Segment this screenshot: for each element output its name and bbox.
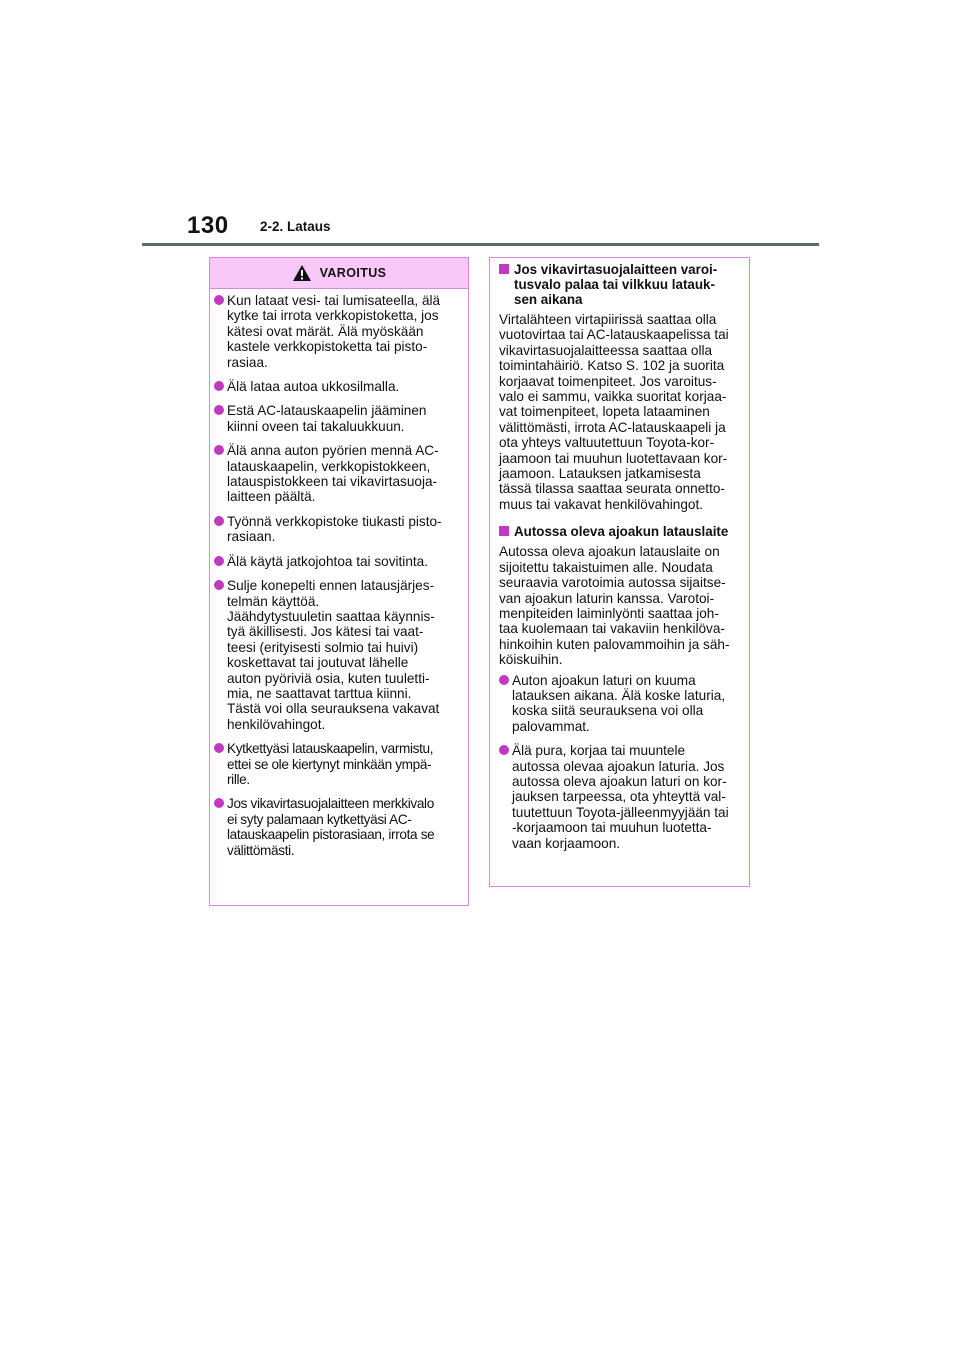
warning-item-text: Estä AC-latauskaapelin jääminen kiinni oveen tai takaluukkuun. — [227, 403, 427, 434]
warning-header — [210, 258, 468, 289]
warning-title: VAROITUS — [319, 266, 387, 280]
page-number: 130 — [187, 212, 229, 239]
bullet-icon — [214, 798, 224, 808]
bullet-icon — [499, 675, 509, 685]
subsection-heading-text: Jos vikavirtasuojalaitteen varoi- tusvalo palaa tai vilkkuu latauk- sen aikana — [514, 262, 718, 307]
bullet-icon — [214, 445, 224, 455]
warning-item — [214, 443, 458, 505]
bullet-icon — [214, 516, 224, 526]
bullet-icon — [214, 381, 224, 391]
subsection-heading-text: Autossa oleva ajoakun latauslaite — [514, 524, 729, 540]
warning-item-text: Kytkettyäsi latauskaapelin, varmistu, ettei se ole kiertynyt minkään ympä- rille. — [227, 741, 434, 787]
info-item-text: Älä pura, korjaa tai muuntele autossa olevaa ajoakun laturia. Jos autossa oleva ajoakun laturi on kor- jauksen tarpeessa, ota yhteyttä val- tuutettuun Toyota-jälleenmyyjään tai -korjaamoon tai muuhun luotetta- vaan korjaamoon. — [512, 743, 729, 851]
subsection-body: Autossa oleva ajoakun latauslaite on sijoitettu takaistuimen alle. Noudata seuraavia varotoimia autossa sijaitse- van ajoakun laturin kanssa. Varotoi- menpiteiden laiminlyönti saattaa joh- taa kuolemaan tai vakaviin henkilöva- hinkoihin kuten palovammoihin ja säh- köiskuihin. — [499, 544, 730, 668]
bullet-icon — [214, 295, 224, 305]
header-rule — [142, 243, 819, 246]
subsection-body: Virtalähteen virtapiirissä saattaa olla vuotovirtaa tai AC-latauskaapelissa tai vikavirtasuojalaitteessa saattaa olla toimintahäiriö. Katso S. 102 ja suorita korjaavat toimenpiteet. Jos varoitus- valo ei sammu, vaikka suoritat korjaa- vat toimenpiteet, lopeta lataaminen välittömästi, irrota AC-latauskaapeli ja ota yhteys valtuutettuun Toyota-kor- jaamoon tai muuhun luotettavaan kor- jaamoon. Latauksen jatkamisesta tässä tilassa saattaa seurata onnetto- muus tai vakavat henkilövahingot. — [499, 312, 729, 512]
warning-list — [210, 289, 468, 858]
warning-item-text: Älä käytä jatkojohtoa tai sovitinta. — [227, 553, 428, 569]
warning-triangle-icon — [292, 264, 312, 282]
warning-item-text: Työnnä verkkopistoke tiukasti pisto- rasiaan. — [227, 513, 442, 545]
info-item-text: Auton ajoakun laturi on kuuma latauksen aikana. Älä koske laturia, koska siitä seurauksena voi olla palovammat. — [512, 672, 726, 734]
warning-item-text: Jos vikavirtasuojalaitteen merkkivalo ei syty palamaan kytkettyäsi AC- latauskaapelin pistorasiaan, irrota se välittömästi. — [227, 796, 435, 858]
warning-item-text: Sulje konepelti ennen latausjärjes- telmän käyttöä. Jäähdytystuuletin saattaa käynnis- tyä äkillisesti. Jos kätesi tai vaat- teesi (erityisesti solmio tai huivi) koskettavat tai joutuvat lähelle auton pyöriviä osia, kuten tuuletti- mia, ne saattavat tarttua kiinni. Tästä voi olla seurauksena vakavat henkilövahingot. — [227, 578, 440, 732]
warning-item — [214, 379, 458, 394]
warning-item — [214, 554, 458, 569]
info-item — [499, 673, 741, 735]
subsection-heading — [499, 524, 741, 539]
warning-item-text: Kun lataat vesi- tai lumisateella, älä kytke tai irrota verkkopistoketta, jos kätesi ovat märät. Älä myöskään kastele verkkopistoketta tai pisto- rasiaa. — [227, 293, 441, 370]
warning-item — [214, 293, 458, 370]
warning-item-text: Älä anna auton pyörien mennä AC- latauskaapelin, verkkopistokkeen, latauspistokkeen tai vikavirtasuoja- laitteen päältä. — [227, 443, 439, 505]
warning-panel — [209, 257, 469, 906]
warning-item — [214, 578, 458, 732]
info-item — [499, 743, 741, 851]
square-bullet-icon — [499, 264, 509, 274]
square-bullet-icon — [499, 526, 509, 536]
bullet-icon — [214, 556, 224, 566]
warning-item — [214, 403, 458, 434]
section-title: 2-2. Lataus — [260, 219, 331, 234]
warning-item — [214, 514, 458, 545]
bullet-icon — [499, 745, 509, 755]
bullet-icon — [214, 743, 224, 753]
bullet-icon — [214, 405, 224, 415]
bullet-icon — [214, 580, 224, 590]
warning-item-text: Älä lataa autoa ukkosilmalla. — [227, 379, 400, 395]
info-panel — [489, 257, 750, 887]
warning-item — [214, 796, 458, 858]
warning-item — [214, 741, 458, 787]
subsection-heading — [499, 262, 741, 307]
